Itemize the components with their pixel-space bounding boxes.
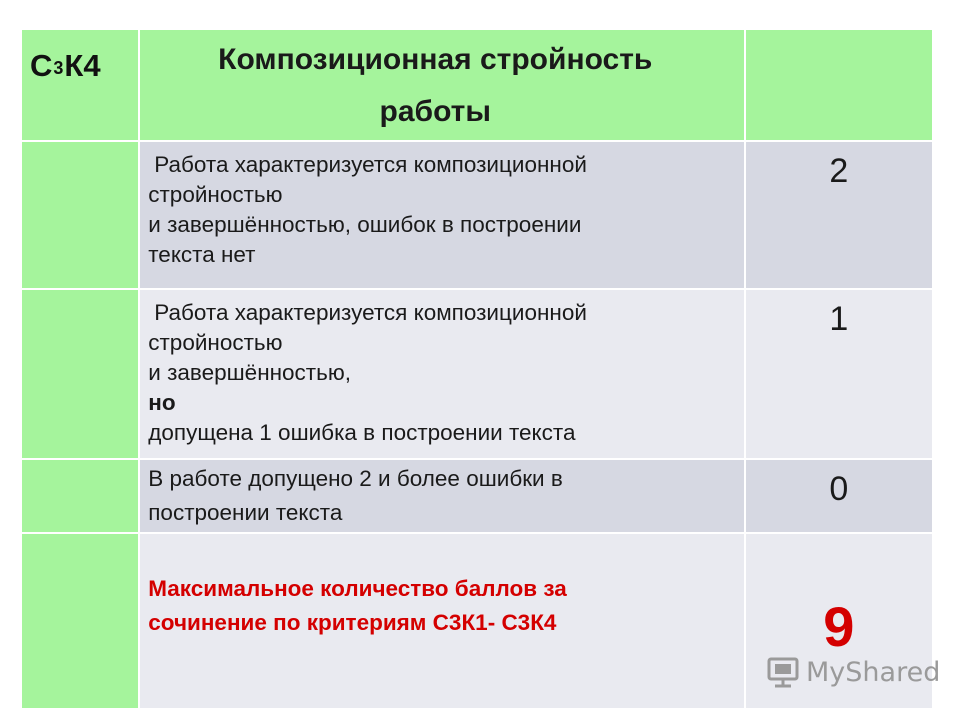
criterion-title: Композиционная стройность работы <box>218 43 653 128</box>
row-label-cell <box>21 141 139 289</box>
criterion-description: Работа характеризуется композиционной стройностью и завершённостью, но допущена 1 ошибка в построении текста <box>148 300 587 445</box>
row-label-cell <box>21 289 139 459</box>
presentation-icon <box>766 656 800 688</box>
criterion-row-1 <box>139 289 744 459</box>
row-label-cell <box>21 459 139 533</box>
score-cell <box>745 289 933 459</box>
watermark <box>766 656 940 688</box>
header-score-cell <box>745 29 933 141</box>
max-score-description: Максимальное количество баллов за сочинение по критериям С3К1- С3К4 <box>148 576 567 635</box>
criterion-description: Работа характеризуется композиционной стройностью и завершённостью, ошибок в построении текста нет <box>148 152 587 267</box>
row-label-cell <box>21 533 139 709</box>
criteria-table <box>20 28 934 708</box>
criterion-description: В работе допущено 2 и более ошибки в построении текста <box>148 466 563 525</box>
criterion-row-0 <box>139 459 744 533</box>
score-value: 0 <box>829 470 849 508</box>
score-cell <box>745 141 933 289</box>
watermark-text: MyShared <box>806 656 941 688</box>
criterion-code: С3К4 <box>30 48 101 83</box>
criterion-title-cell <box>139 29 744 141</box>
criterion-code-cell <box>21 29 139 141</box>
score-cell <box>745 459 933 533</box>
max-score-row <box>139 533 744 709</box>
max-score-value: 9 <box>823 595 855 658</box>
score-value: 2 <box>829 152 849 190</box>
score-value: 1 <box>829 300 849 338</box>
criterion-row-2 <box>139 141 744 289</box>
